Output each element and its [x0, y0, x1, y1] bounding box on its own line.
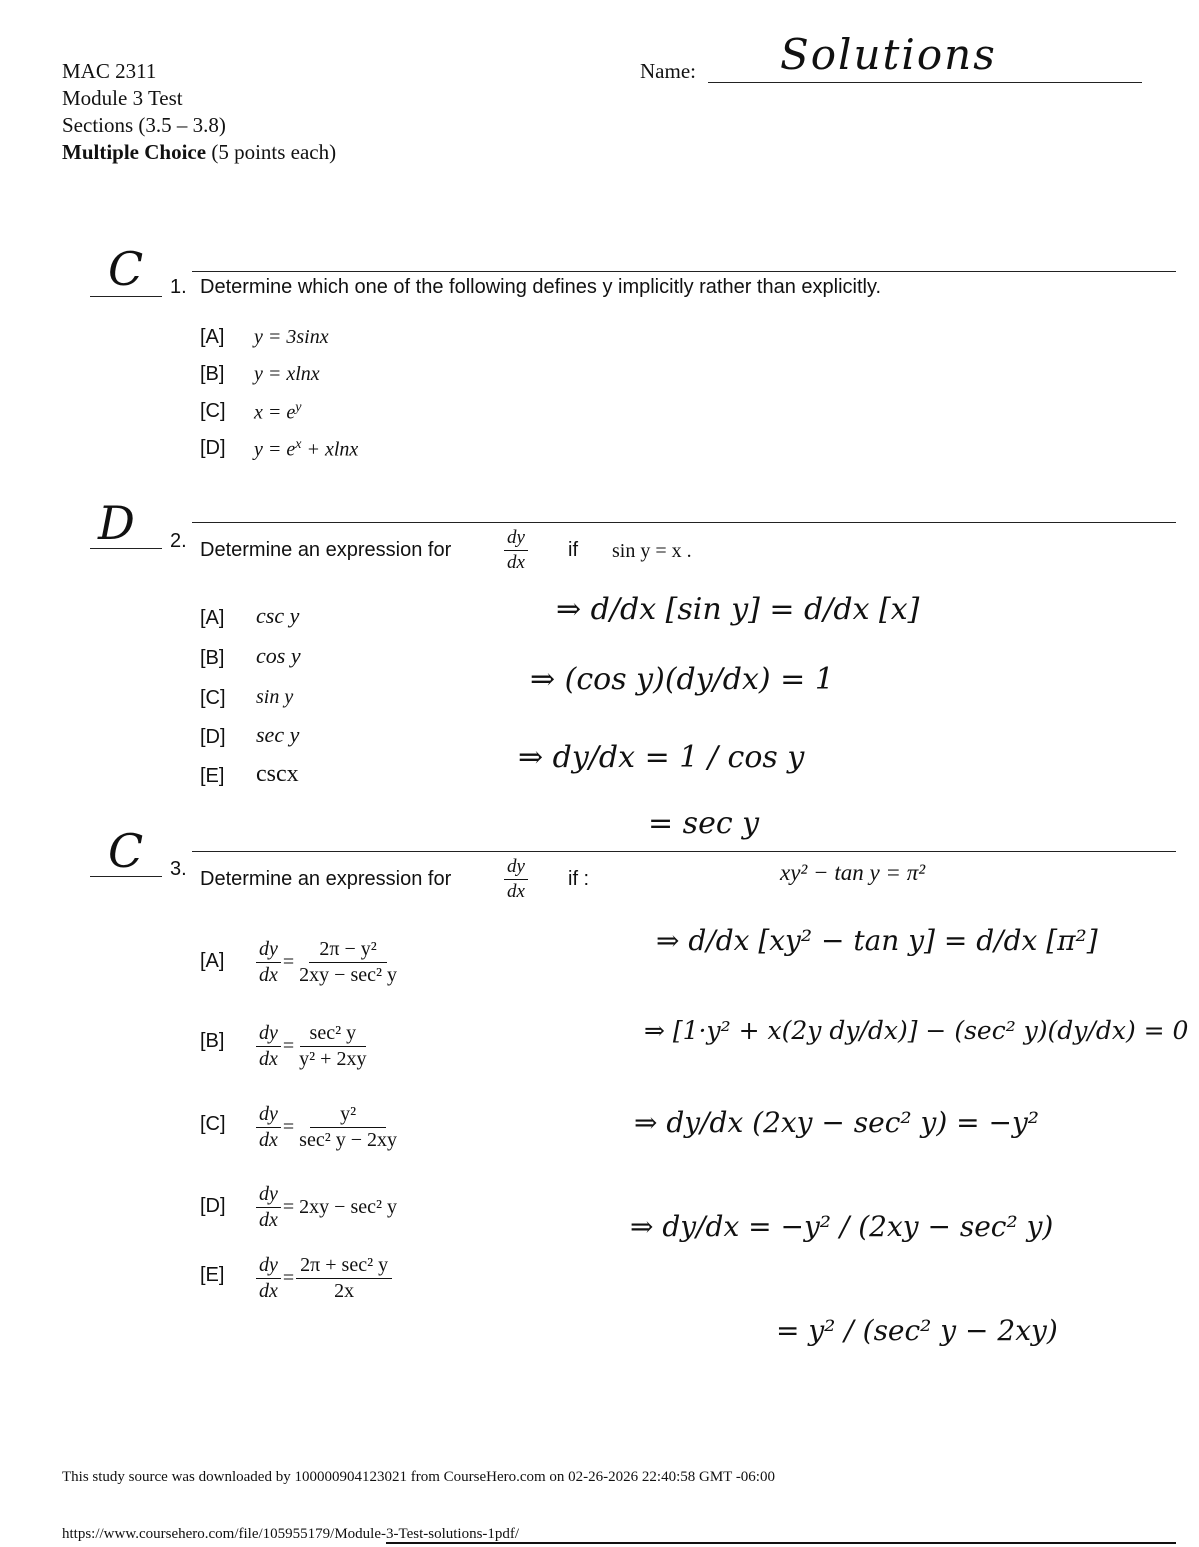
q2-option-a-label: [A]	[200, 607, 225, 629]
q3-option-c-den: sec² y − 2xy	[299, 1129, 397, 1151]
q2-option-e-label: [E]	[200, 765, 225, 787]
q1-option-d-text	[254, 437, 358, 462]
q3-option-c-lhs-num: dy	[256, 1103, 281, 1128]
sections-line: Sections (3.5 – 3.8)	[62, 113, 226, 137]
source-url[interactable]: https://www.coursehero.com/file/105955179/Module-3-Test-solutions-1pdf/	[62, 1526, 520, 1542]
download-notice: This study source was downloaded by 100000904123021 from CourseHero.com on 02-26-2026 22:40:58 GMT -06:00	[62, 1469, 775, 1485]
q2-dydx-num: dy	[504, 527, 528, 551]
q3-answer-mark: C	[108, 824, 144, 878]
q3-option-c-label: [C]	[200, 1113, 226, 1135]
q1-option-d-exp: x	[295, 437, 302, 452]
header-block	[62, 58, 336, 166]
q3-dydx	[504, 856, 528, 903]
q3-option-e-eq: =	[282, 1267, 295, 1289]
q3-option-b-expr	[256, 1022, 369, 1071]
q3-answer-line	[90, 876, 162, 877]
name-line	[708, 82, 1142, 83]
q3-option-b-eq: =	[282, 1035, 295, 1057]
q2-option-e-text: cscx	[256, 761, 299, 787]
course-code: MAC 2311	[62, 59, 157, 83]
mc-bold: Multiple Choice	[62, 140, 207, 164]
q2-work-line-4: = sec y	[648, 806, 760, 841]
q1-option-d-label: [D]	[200, 437, 226, 459]
q3-option-c-num: y²	[310, 1103, 386, 1128]
q3-option-c-eq: =	[282, 1116, 295, 1138]
q1-option-b-text: y = xlnx	[254, 363, 320, 385]
q3-work-line-5: = y² / (sec² y − 2xy)	[776, 1314, 1058, 1347]
q3-option-b-den: y² + 2xy	[299, 1048, 367, 1070]
q3-option-c-lhs-den: dx	[259, 1129, 278, 1151]
q3-option-e-expr	[256, 1254, 392, 1303]
q3-option-b-lhs	[256, 1022, 281, 1071]
q2-option-d-text: sec y	[256, 722, 300, 747]
q1-option-a-text: y = 3sinx	[254, 326, 329, 348]
q2-dydx	[504, 527, 528, 574]
q2-number: 2.	[170, 530, 187, 552]
q3-option-b-rhs	[296, 1022, 369, 1071]
q2-answer-line	[90, 548, 162, 549]
q3-option-d-lhs-num: dy	[256, 1183, 281, 1208]
q3-option-a-lhs	[256, 938, 281, 987]
q2-work-line-3: ⇒ dy/dx = 1 / cos y	[518, 740, 805, 775]
q3-condition: xy² − tan y = π²	[780, 860, 926, 885]
q3-option-d-label: [D]	[200, 1195, 226, 1217]
q3-if: if :	[568, 868, 590, 890]
q3-work-line-4: ⇒ dy/dx = −y² / (2xy − sec² y)	[630, 1210, 1054, 1243]
q3-option-d-eq: = 2xy − sec² y	[282, 1196, 397, 1218]
q3-option-e-lhs-den: dx	[259, 1280, 278, 1302]
q3-option-a-eq: =	[282, 951, 295, 973]
q2-prompt: Determine an expression for	[200, 539, 452, 561]
q3-option-e-lhs	[256, 1254, 281, 1303]
q1-option-a-label: [A]	[200, 326, 225, 348]
q2-work-line-2: ⇒ (cos y)(dy/dx) = 1	[530, 662, 834, 697]
q3-option-e-den: 2x	[334, 1280, 355, 1302]
q3-prompt: Determine an expression for	[200, 868, 452, 890]
q3-option-d-lhs-den: dx	[259, 1209, 278, 1231]
q2-option-a-text: csc y	[256, 603, 300, 628]
q3-option-d-lhs	[256, 1183, 281, 1232]
q3-top-rule	[192, 851, 1176, 852]
q2-top-rule	[192, 522, 1176, 523]
q3-work-line-2: ⇒ [1·y² + x(2y dy/dx)] − (sec² y)(dy/dx) = 0	[644, 1016, 1189, 1045]
module-title: Module 3 Test	[62, 86, 183, 110]
q2-option-b-text: cos y	[256, 643, 301, 668]
q1-option-c-base: x = e	[254, 401, 296, 424]
q1-top-rule	[192, 271, 1176, 272]
q3-option-d-expr	[256, 1183, 397, 1232]
footer-rule	[386, 1542, 1176, 1544]
q3-dydx-num: dy	[504, 856, 528, 880]
q1-option-c-text	[254, 400, 301, 425]
q1-number: 1.	[170, 276, 187, 298]
q3-work-line-1: ⇒ d/dx [xy² − tan y] = d/dx [π²]	[656, 924, 1098, 957]
q1-option-d-base: y = e	[254, 438, 296, 461]
name-label: Name:	[640, 59, 696, 83]
q3-dydx-den: dx	[507, 881, 525, 902]
q2-if: if	[568, 539, 578, 561]
q1-option-b-label: [B]	[200, 363, 225, 385]
q3-work-line-3: ⇒ dy/dx (2xy − sec² y) = −y²	[634, 1106, 1040, 1139]
q3-option-b-num: sec² y	[300, 1022, 367, 1047]
q1-option-c-label: [C]	[200, 400, 226, 422]
q3-option-b-lhs-num: dy	[256, 1022, 281, 1047]
q2-option-b-label: [B]	[200, 647, 225, 669]
q3-option-a-label: [A]	[200, 950, 225, 972]
q2-dydx-den: dx	[507, 552, 525, 573]
q2-option-c-text: sin y	[256, 686, 294, 708]
name-value: Solutions	[780, 30, 997, 79]
q1-option-c-exp: y	[295, 400, 302, 415]
q1-answer-line	[90, 296, 162, 297]
q1-prompt: Determine which one of the following defines y implicitly rather than explicitly.	[200, 276, 882, 298]
q3-option-e-rhs	[296, 1254, 392, 1303]
q1-option-d-tail: + xlnx	[301, 438, 359, 461]
q2-answer-mark: D	[98, 496, 135, 550]
q3-option-e-num: 2π + sec² y	[296, 1254, 392, 1279]
q3-option-a-expr	[256, 938, 400, 987]
q3-option-a-rhs	[296, 938, 400, 987]
q3-number: 3.	[170, 858, 187, 880]
q3-option-b-label: [B]	[200, 1030, 225, 1052]
q2-option-d-label: [D]	[200, 726, 226, 748]
q3-option-c-expr	[256, 1103, 400, 1152]
q3-option-a-lhs-den: dx	[259, 964, 278, 986]
q3-option-c-lhs	[256, 1103, 281, 1152]
q3-option-a-den: 2xy − sec² y	[299, 964, 397, 986]
q2-work-line-1: ⇒ d/dx [sin y] = d/dx [x]	[556, 592, 920, 627]
q2-option-c-label: [C]	[200, 687, 226, 709]
q3-option-e-lhs-num: dy	[256, 1254, 281, 1279]
q2-condition: sin y = x .	[612, 540, 692, 562]
q3-option-e-label: [E]	[200, 1264, 225, 1286]
q3-option-c-rhs	[296, 1103, 400, 1152]
q1-answer-mark: C	[108, 242, 144, 296]
q3-option-b-lhs-den: dx	[259, 1048, 278, 1070]
q3-option-a-lhs-num: dy	[256, 938, 281, 963]
q3-option-a-num: 2π − y²	[309, 938, 386, 963]
multiple-choice-line	[62, 139, 336, 166]
mc-points: (5 points each)	[206, 140, 337, 164]
